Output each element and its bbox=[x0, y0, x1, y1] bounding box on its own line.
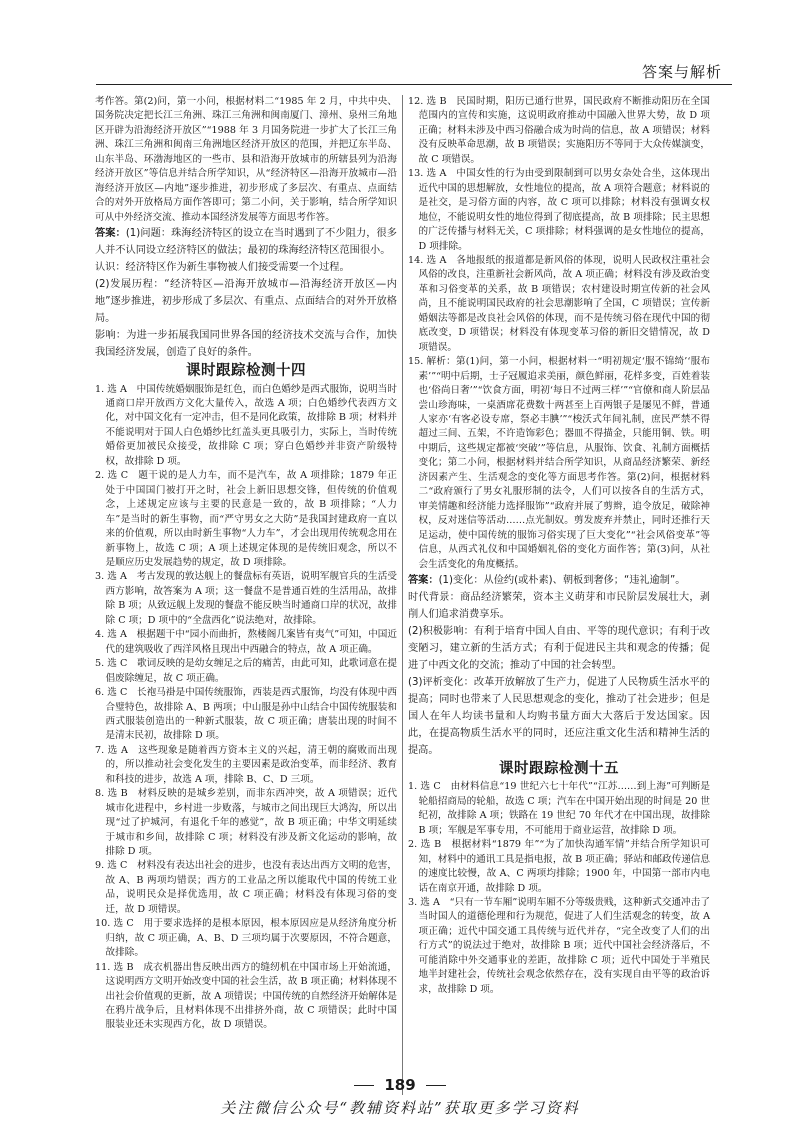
page-header bbox=[0, 0, 800, 98]
section-title: 课时跟踪检测十五 bbox=[499, 760, 619, 777]
answer-line: (2)发展历程：“经济特区—沿海开放城市—沿海经济开放区—内地”逐步推进，初步形成了多层次、有重点、点面结合的对外开放格局。 bbox=[95, 279, 397, 325]
answer-item: 10. 选 C 用于要求选择的是根本原因，根本原因应是从经济角度分析归纳，故 C 项正确，A、B、D 三项均属于次要原因，不符合题意，故排除。 bbox=[95, 918, 397, 959]
answer-item: 7. 选 A 这些现象是随着西方资本主义的兴起，清王朝的腐败而出现的，所以推动社会变化发生的主要因素是政治变革，而非经济、教育和科技的进步，故选 A 项，排除 B、C、D 三项。 bbox=[95, 744, 397, 785]
answer-label: 答案： bbox=[408, 574, 439, 586]
answer-line: (2)积极影响：有利于培育中国人自由、平等的现代意识；有利于改变陋习，建立新的生活方式；有利于促进民主共和观念的传播；促进了中西文化的交流；推动了中国的社会转型。 bbox=[408, 625, 710, 671]
answer-item: 12. 选 B 民国时期，阳历已通行世界，国民政府不断推动阳历在全国范围内的宣传和实施，这说明政府推动中国融入世界大势，故 D 项正确；材料未涉及中西习俗融合成为时尚的信息，故 A 项错误；材料没有反映革命思潮，故 B 项错误；实施阳历不等同于大众传媒演变，故 C 项错误。 bbox=[408, 96, 710, 165]
page-number bbox=[0, 1076, 800, 1094]
answer-item: 3. 选 A “只有一节车厢”说明车厢不分等级贵贱，这种新式交通冲击了当时国人的道德伦理和行为规范，促进了人们生活观念的转变，故 A 项正确；近代中国交通工具传统与近代并存，“完全改变了人们的出行方式”的说法过于绝对，故排除 B 项；近代中国社会经济落后，不可能消除中外交通事业的差距，故排除 C 项；近代中国处于半殖民地半封建社会，传统社会观念依然存在，没有实现自由平等的政治诉求，故排除 D 项。 bbox=[408, 897, 710, 995]
answer-line: (3)评析变化：改革开放解放了生产力，促进了人民物质生活水平的提高；同时也带来了人民思想观念的变化，推动了社会进步；但是国人在年人均读书量和人均购书量方面大大落后于发达国家。因此，在提高物质生活水平的同时，还应注重文化生活和精神生活的提高。 bbox=[408, 676, 710, 756]
answer-item: 6. 选 C 长袍马褂是中国传统服饰，西装是西式服饰，均没有体现中西合璧特色，故排除 A、B 两项；中山服是孙中山结合中国传统服装和西式服装创造出的一种新式服装，故 C 项正确；唐装出现的时间不是清末民初，故排除 D 项。 bbox=[95, 687, 397, 742]
page-number-value: 189 bbox=[384, 1076, 416, 1094]
footer-note: 关注微信公众号“教辅资料站”获取更多学习资料 bbox=[220, 1099, 580, 1117]
answer-item: 1. 选 A 中国传统婚姻服饰是红色，而白色婚纱是西式服饰，说明当时通商口岸开放西方文化大量传入，故选 A 项；白色婚纱代表西方文化，对中国文化有一定冲击，但不是同化政策，故排除 B 项；材料并不能说明对于国人白色婚纱比红盖头更具吸引力，实际上，当时传统婚俗更加被民众接受，故排除 C 项；穿白色婚纱并非资产阶级特权，故排除 D 项。 bbox=[95, 383, 397, 467]
answer-item: 5. 选 C 歌词反映的是幼女缠足之后的痛苦，由此可知，此歌词意在提倡废除缠足，故 C 项正确。 bbox=[95, 658, 397, 684]
header-rule bbox=[96, 84, 732, 85]
answer-line: (1)变化：从俭约(或朴素)、朝板到奢侈；“违礼逾制”。 bbox=[438, 574, 686, 586]
answer-item: 13. 选 A 中国女性的行为由受到限制到可以男女杂处合坐，这体现出近代中国的思想解放，女性地位的提高，故 A 项符合题意；材料说的是社交，是习俗方面的内容，故 C 项可以排除；材料没有强调女权地位，不能说明女性的地位得到了彻底提高，故 B 项排除；民主思想的广泛传播与材料无关，C 项排除；材料强调的是女性地位的提高，D 项排除。 bbox=[408, 168, 710, 252]
answer-item: 3. 选 A 考古发现的敦达舰上的餐盘标有英语，说明军舰官兵的生活受西方影响，故答案为 A 项；这一餐盘不是普通百姓的生活用品，故排除 B 项；从致远舰上发现的餐盘不能反映当时通商口岸的状况，故排除 C 项；D 项中的“全盘西化”说法绝对，故排除。 bbox=[95, 571, 397, 626]
answer-item: 2. 选 B 根据材料“1879 年”“为了加快沟通军情”并结合所学知识可知，材料中的通讯工具是指电报，故 B 项正确；驿站和邮政传递信息的速度比较慢，故 A、C 两项均排除；1900 年，中国第一部市内电话在南京开通，故排除 D 项。 bbox=[408, 839, 710, 894]
answer-label: 答案： bbox=[95, 228, 126, 240]
explanation-paragraph: 考作答。第(2)问，第一小问，根据材料二“1985 年 2 月，中共中央、国务院决定把长江三角洲、珠江三角洲和闽南厦门、漳州、泉州三角地区开辟为沿海经济开放区”“1988 年 3 月国务院进一步扩大了长江三角洲、珠江三角洲和闽南三角洲地区经济开放区的范围，并把辽东半岛、山东半岛、环渤海地区的一些市、县和沿海开放城市的所辖县列为沿海经济开放区”等信息并结合所学知识，从“经济特区—沿海开放城市—沿海经济开放区—内地”逐步推进，初步形成了多层次、有重点、点面结合的对外开放格局方面作答即可；第二小问，关于影响，结合所学知识可从中外经济交流、推动本国经济发展等方面思考作答。 bbox=[95, 96, 397, 223]
answer-line: (1)问题：珠海经济特区的设立在当时遇到了不少阻力，很多人并不认同设立经济特区的做法；最初的珠海经济特区范围很小。 bbox=[95, 228, 397, 257]
answer-block bbox=[408, 572, 710, 759]
answer-item: 15. 解析：第(1)问，第一小问，根据材料一“明初规定‘服不锦绮’‘服布素’”“明中后期，士子冠履追求美丽，颜色鲜丽，花样多变，百姓着装也‘俗尚日奢’”“饮食方面，明初‘每日不过两三样’”“官僚和商人阶层品尝山珍海味，一桌酒席花费数十两甚至上百两银子是屡见不鲜，普通人家亦‘有客必设专席，祭必丰腆’”“梭沃式年间礼制，庶民严禁不得超过三间、五架，不许造饰彩色；器皿不得描金，只能用铜、铁。明中期后，这些规定都被‘突破’”等信息，从服饰、饮食、礼制方面概括变化；第二小问，根据材料并结合所学知识，从商品经济繁荣、新经济因素产生、生活观念的变化等方面思考作答。第(2)问，根据材料二“政府颁行了男女礼服形制的法令，人们可以按各自的生活方式，审美情趣和经济能力选择服饰”“政府并展了剪辫，追令放足，破除神权，反对迷信等活动……点光制奴。剪发废弃并禁止，同时还推行天足运动，使中国传统的服饰习俗实现了巨大变化”“社会风俗变革”等信息，从西式礼仪和中国婚姻礼俗的变化方面作答；第(3)问，从社会生活变化的角度概括。 bbox=[408, 356, 710, 570]
answer-item: 1. 选 C 由材料信息“19 世纪六七十年代”“江苏……到上海”可判断是轮船招商局的轮船，故选 C 项；汽车在中国开始出现的时间是 20 世纪初，故排除 A 项；铁路在 19 世纪 70 年代才在中国出现，故排除 B 项；军舰是军事专用，不可能用于商业运营，故排除 D 项。 bbox=[408, 781, 710, 836]
answer-item: 9. 选 C 材料没有表达出社会的进步，也没有表达出西方文明的危害，故 A、B 两项均错误；西方的工业品之所以能取代中国的传统工业品，说明民众是择优选用，故 C 项正确；材料没有体现习俗的变迁，故 D 项错误。 bbox=[95, 860, 397, 915]
page-number-dash bbox=[426, 1085, 446, 1086]
right-column bbox=[408, 95, 710, 997]
answer-line: 时代背景：商品经济繁荣，资本主义萌芽和市民阶层发展壮大，剥削人们追求消费享乐。 bbox=[408, 591, 710, 620]
answer-line: 认识：经济特区作为新生事物被人们接受需要一个过程。 bbox=[95, 262, 350, 274]
answer-item: 14. 选 A 各地报纸的报道都是新风俗的体现，说明人民政权注重社会风俗的改良，注重新社会新风尚，故 A 项正确；材料没有涉及政治变革和习俗变革的关系，故 B 项错误；农村建设时期宣传新的社会风尚，且不能说明国民政府的社会思潮影响了全国，C 项错误；宣传新婚姻法等都是改良社会风俗的体现，而不是传统习俗在现代中国的彻底改变，D 项错误；材料没有体现变革习俗的新旧交错情况，故 D 项错误。 bbox=[408, 254, 710, 353]
answer-item: 4. 选 A 根据题干中“园小而曲折，熬楼阁几案皆有夷气”可知，中国近代的建筑吸收了西洋风格且现出中西融合的特点，故 A 项正确。 bbox=[95, 629, 397, 655]
answer-item: 11. 选 B 成衣机器出售反映出西方的缝纫机在中国市场上开始流通，这说明西方文明开始改变中国的社会生活，故 B 项正确；材料体现不出社会价值观的更新，故 A 项错误；中国传统的自然经济开始解体是在鸦片战争后，且材料体现不出排挤外商，故 C 项错误；此时中国服装业还未实现西方化，故 D 项错误。 bbox=[95, 961, 397, 1031]
answer-item: 8. 选 B 材料反映的是城乡差别，而非东西冲突，故 A 项错误；近代城市化进程中，乡村进一步败落，与城市之间出现巨大鸿沟，所以出现“过了护城河，有退化千年的感觉”，故 B 项正确；中华文明延续于城市和乡间，故排除 C 项；材料没有涉及新文化运动的影响，故排除 D 项。 bbox=[95, 788, 397, 858]
section-title: 课时跟踪检测十四 bbox=[186, 363, 306, 380]
header-title: 答案与解析 bbox=[641, 63, 722, 81]
column-divider bbox=[402, 95, 403, 1095]
answer-line: 影响：为进一步拓展我国同世界各国的经济技术交流与合作，加快我国经济发展，创造了良好的条件。 bbox=[95, 330, 397, 359]
left-column bbox=[95, 95, 397, 1033]
page-number-dash bbox=[354, 1085, 374, 1086]
answer-item: 2. 选 C 题干说的是人力车，而不是汽车，故 A 项排除；1879 年正处于中国国门被打开之时，社会上新旧思想交锋，但传统的价值观念，上述规定应该与主要的民意是一致的，故 B 项排除；“人力车”是当时的新生事物，而“严守男女之大防”是我国封建政府一直以来的价值观，所以由时新生事物“人力车”，才会出现用传统观念用在新事物上，故选 C 项；A 项上述规定体现的是传统旧观念，所以不是顺应历史发展趋势的规定，故 D 项排除。 bbox=[95, 470, 397, 568]
answer-block bbox=[95, 225, 397, 361]
